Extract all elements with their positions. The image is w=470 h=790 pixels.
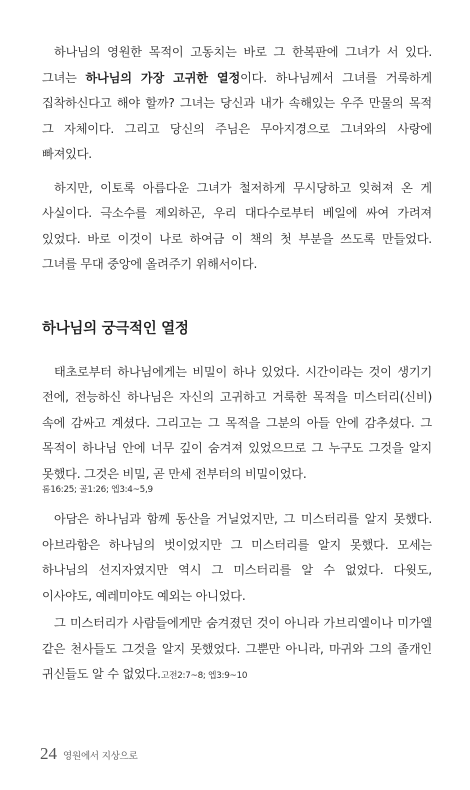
emphasized-phrase: 하나님의 가장 고귀한 열정 <box>85 70 241 85</box>
inline-scripture-reference: 고전2:7~8; 엡3:9~10 <box>160 671 248 681</box>
text-segment: 이다. 하나님께서 그녀를 거룩하게 집착하신다고 해야 할까? 그녀는 당신과 내가 속해있는 우주 만물의 목적 그 자체이다. 그리고 당신의 주님은 무아지경으로 그녀와의 사랑에 빠져있다. <box>42 70 432 161</box>
body-text-bottom <box>42 360 432 690</box>
paragraph-1 <box>42 40 432 168</box>
scripture-reference: 롬16:25; 골1:26; 엡3:4~5,9 <box>42 485 153 495</box>
text-segment: 하나님의 영원한 목적이 고동치는 바로 그 한복판에 그녀가 서 있다. 그녀는 <box>42 45 432 85</box>
paragraph-4 <box>42 507 432 609</box>
text-segment: 아담은 하나님과 함께 동산을 거닐었지만, 그 미스터리를 알지 못했다. 아브라함은 하나님의 벗이었지만 그 미스터리를 알지 못했다. 모세는 하나님의 선지자였지만 역시 그 미스터리를 알 수 없었다. 다윗도, 이사야도, 예레미야도 예외는 아니었다. <box>42 512 432 603</box>
running-title: 영원에서 지상으로 <box>63 751 138 762</box>
body-text-top <box>42 40 432 278</box>
paragraph-2 <box>42 176 432 278</box>
paragraph-5 <box>42 611 432 690</box>
page-footer <box>40 744 138 764</box>
text-segment: 그 미스터리가 사람들에게만 숨겨졌던 것이 아니라 가브리엘이나 미가엘 같은 천사들도 그것을 알지 못했었다. 그뿐만 아니라, 마귀와 그의 졸개인 귀신들도 알 수 없었다. <box>42 616 432 681</box>
section-heading: 하나님의 궁극적인 열정 <box>42 320 189 337</box>
text-segment: 하지만, 이토록 아름다운 그녀가 철저하게 무시당하고 잊혀져 온 게 사실이다. 극소수를 제외하곤, 우리 대다수로부터 베일에 싸여 가려져 있었다. 바로 이것이 나로 하여금 이 책의 첫 부분을 쓰도록 만들었다. 그녀를 무대 중앙에 올려주기 위해서이다. <box>42 180 432 271</box>
text-segment: 태초로부터 하나님에게는 비밀이 하나 있었다. 시간이라는 것이 생기기 전에, 전능하신 하나님은 자신의 고귀하고 거룩한 목적을 미스터리(신비) 속에 감싸고 계셨다. 그리고는 그 목적을 그분의 아들 안에 감추셨다. 그 목적이 하나님 안에 너무 깊이 숨겨져 있었으므로 그 누구도 그것을 알지 못했다. 그것은 비밀, 곧 만세 전부터의 비밀이었다. <box>42 364 432 481</box>
page-number: 24 <box>40 744 57 763</box>
paragraph-3 <box>42 360 432 488</box>
